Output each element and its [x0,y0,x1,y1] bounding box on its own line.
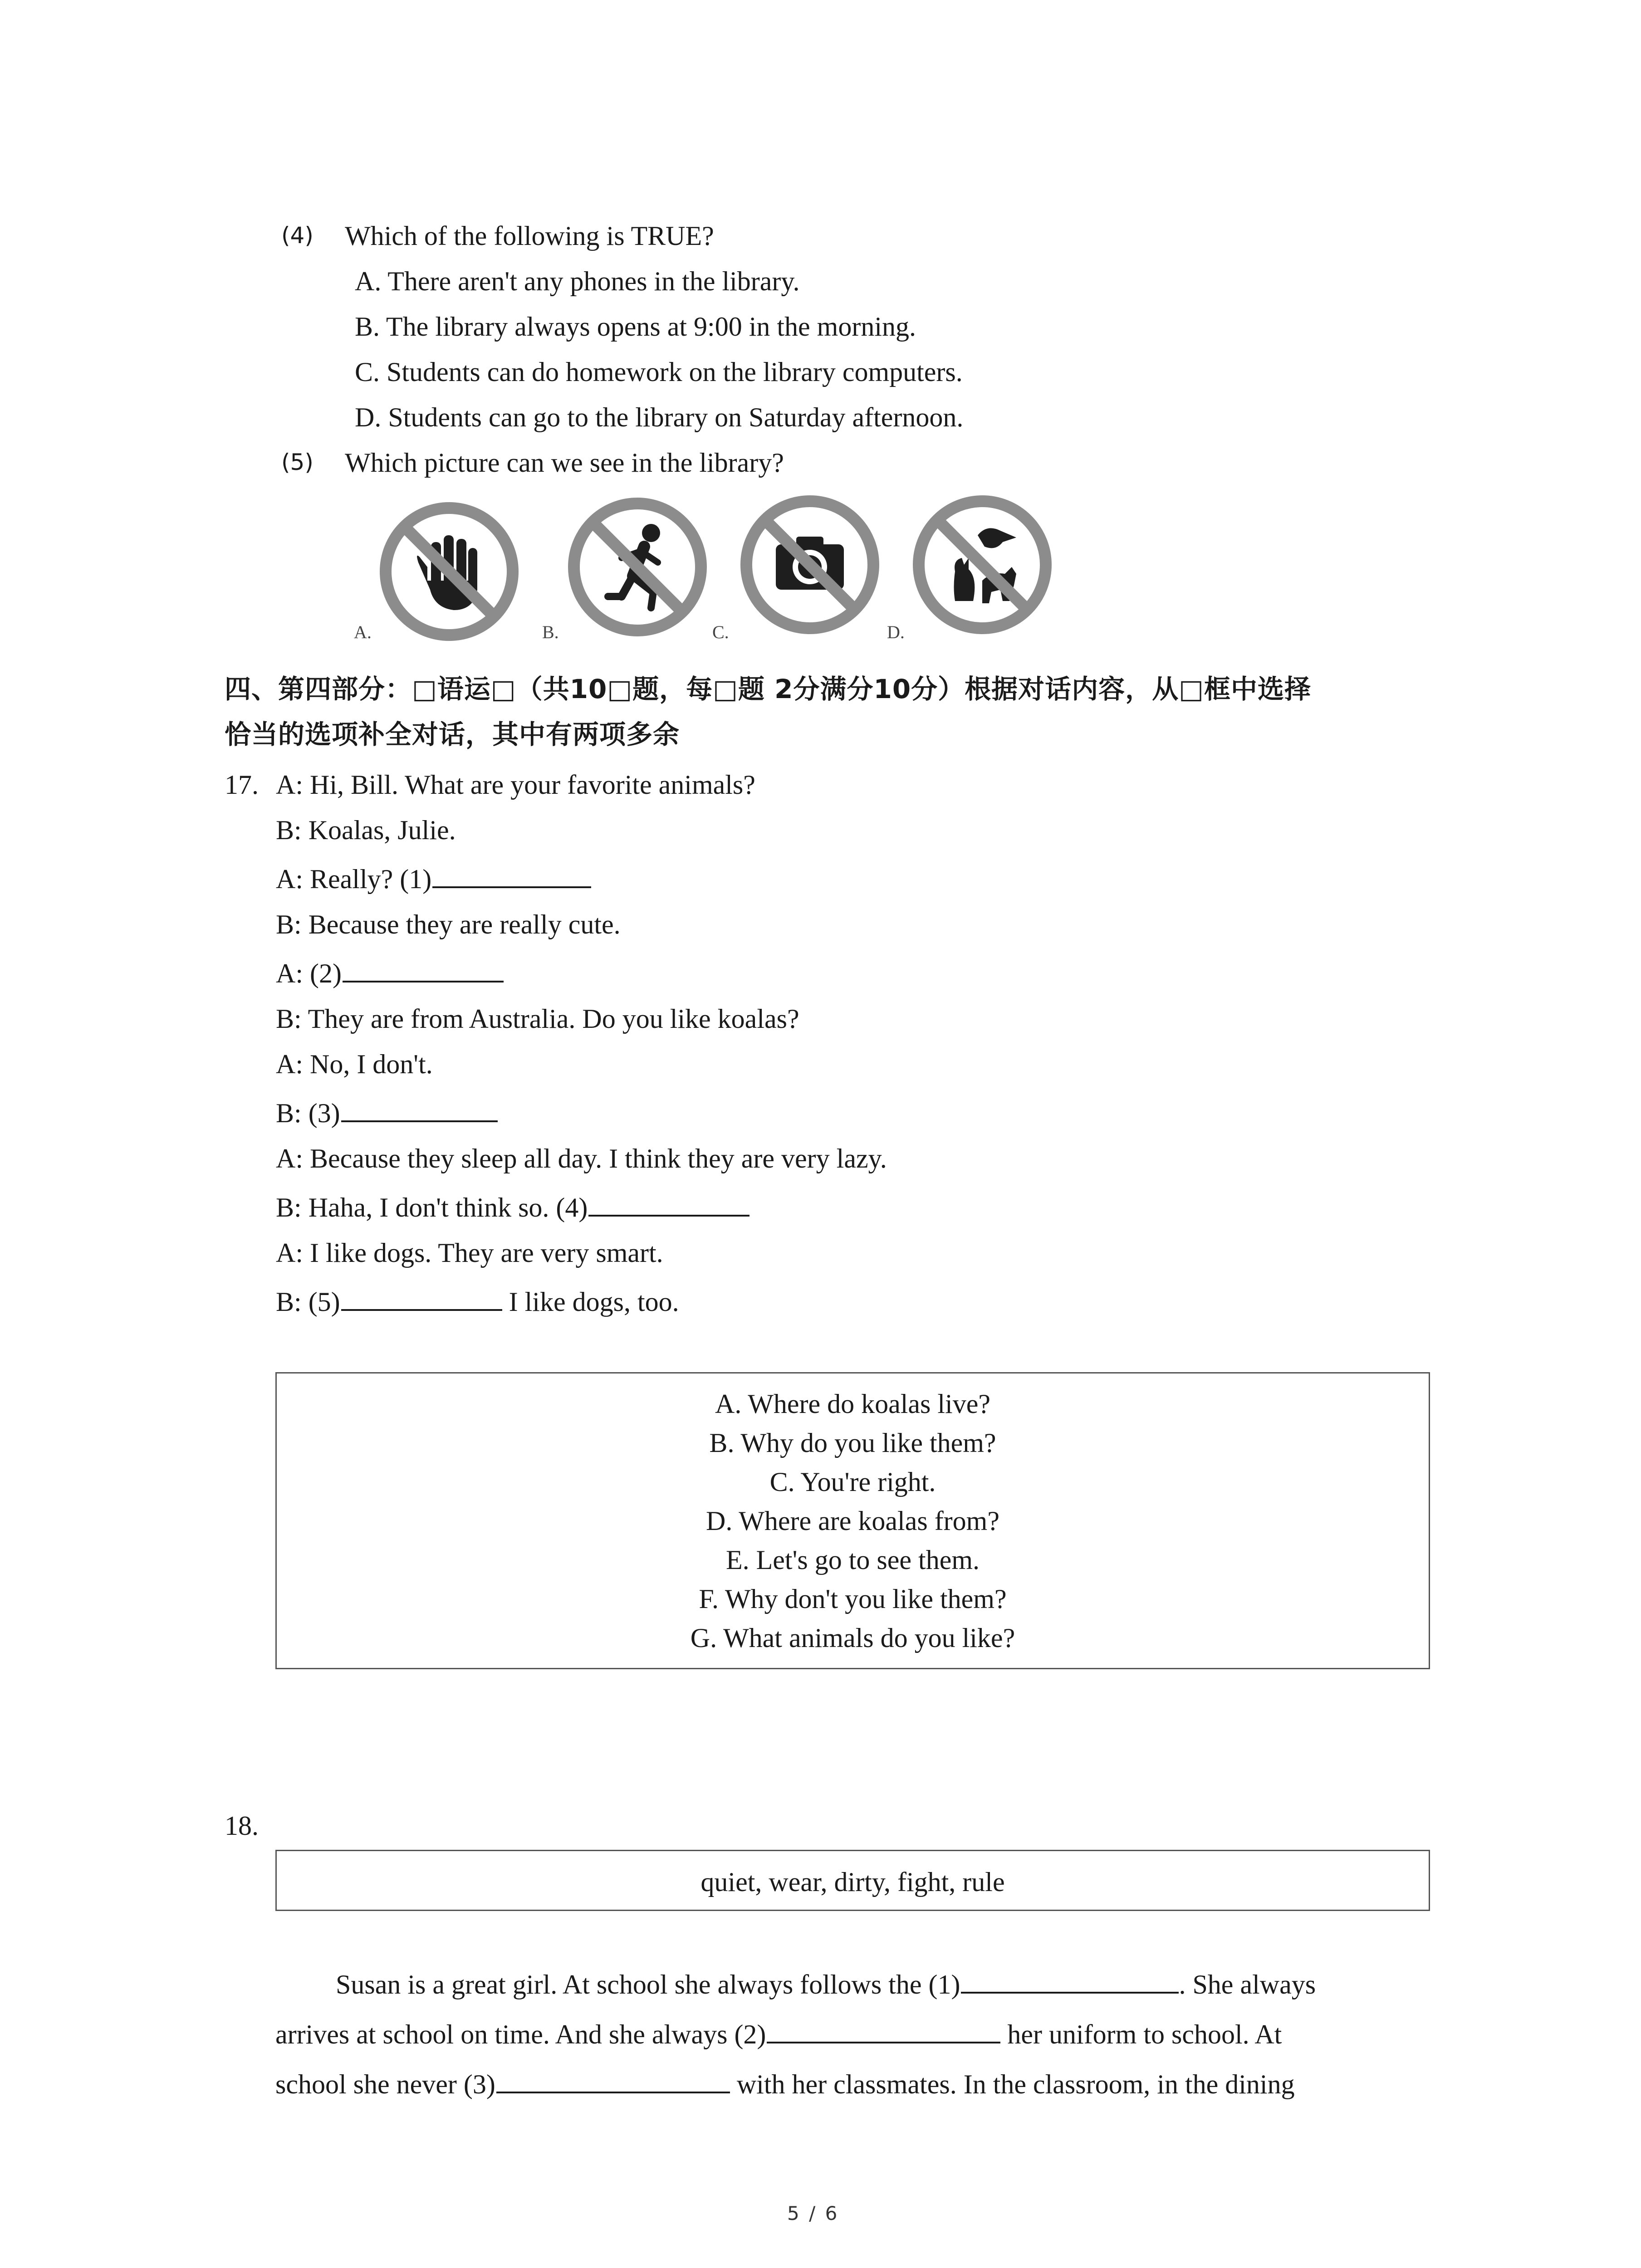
option-a: A. There aren't any phones in the library. [355,266,800,296]
image-label: D. [887,622,905,642]
dialogue-line: A: No, I don't. [276,1049,433,1079]
question-number: 18. [225,1811,259,1841]
passage-line: school she never (3) with her classmates. In the classroom, in the dining [275,2069,1295,2099]
option-c: C. Students can do homework on the library computers. [355,357,963,387]
no-running-icon [565,494,710,640]
option-d: D. Where are koalas from? [706,1506,999,1536]
passage-blank-1[interactable] [961,1972,1179,1994]
section-heading-line1: 四、第四部分：□语运□（共10□题，每□题 2分满分10分）根据对话内容，从□框中选择 [225,674,1311,704]
question-number: (4) [281,222,314,249]
option-b: B. Why do you like them? [709,1428,996,1458]
option-c: C. You're right. [769,1467,936,1497]
dialogue-line: B: Haha, I don't think so. (4) [276,1194,749,1221]
passage-line: arrives at school on time. And she always (2) her uniform to school. At [275,2019,1282,2049]
dialogue-line: B: (5) I like dogs, too. [276,1287,679,1317]
option-b: B. The library always opens at 9:00 in the morning. [355,312,916,342]
word-box-text: quiet, wear, dirty, fight, rule [700,1867,1005,1897]
dialogue-line: B: (3) [276,1100,498,1127]
dialogue-line: A: I like dogs. They are very smart. [276,1238,663,1268]
no-pets-icon [910,492,1055,637]
image-label: A. [354,622,372,642]
question-text: Which picture can we see in the library? [345,448,784,478]
no-touch-hand-icon [377,499,522,644]
question-number: 17. [225,770,259,800]
section-heading-line2: 恰当的选项补全对话，其中有两项多余 [225,719,680,750]
answer-blank-5[interactable] [341,1289,502,1311]
option-d: D. Students can go to the library on Saturday afternoon. [355,402,964,432]
passage-blank-2[interactable] [767,2022,1000,2043]
passage-line: Susan is a great girl. At school she always follows the (1) . She always [336,1970,1316,1999]
no-camera-icon [737,492,882,637]
option-a: A. Where do koalas live? [715,1389,990,1419]
question-text: Which of the following is TRUE? [345,221,714,251]
answer-blank-2[interactable] [343,961,504,982]
dialogue-line: B: Koalas, Julie. [276,815,456,845]
dialogue-line: A: Because they sleep all day. I think they are very lazy. [276,1144,887,1173]
options-box [275,1372,1430,1669]
dialogue-line: B: Because they are really cute. [276,909,621,939]
dialogue-line: A: Hi, Bill. What are your favorite animals? [276,770,755,800]
image-label: C. [712,622,729,642]
answer-blank-4[interactable] [588,1195,749,1217]
option-f: F. Why don't you like them? [699,1584,1007,1614]
image-label: B. [542,622,559,642]
question-number: (5) [281,449,314,475]
answer-blank-3[interactable] [341,1100,498,1122]
answer-blank-1[interactable] [432,866,591,888]
dialogue-line: B: They are from Australia. Do you like koalas? [276,1004,799,1034]
word-box [275,1850,1430,1911]
page-number: 5 / 6 [787,2202,839,2224]
option-g: G. What animals do you like? [690,1623,1015,1653]
dialogue-line: A: Really? (1) [276,865,591,893]
option-e: E. Let's go to see them. [725,1545,980,1575]
passage-blank-3[interactable] [496,2072,730,2093]
dialogue-line: A: (2) [276,960,504,987]
